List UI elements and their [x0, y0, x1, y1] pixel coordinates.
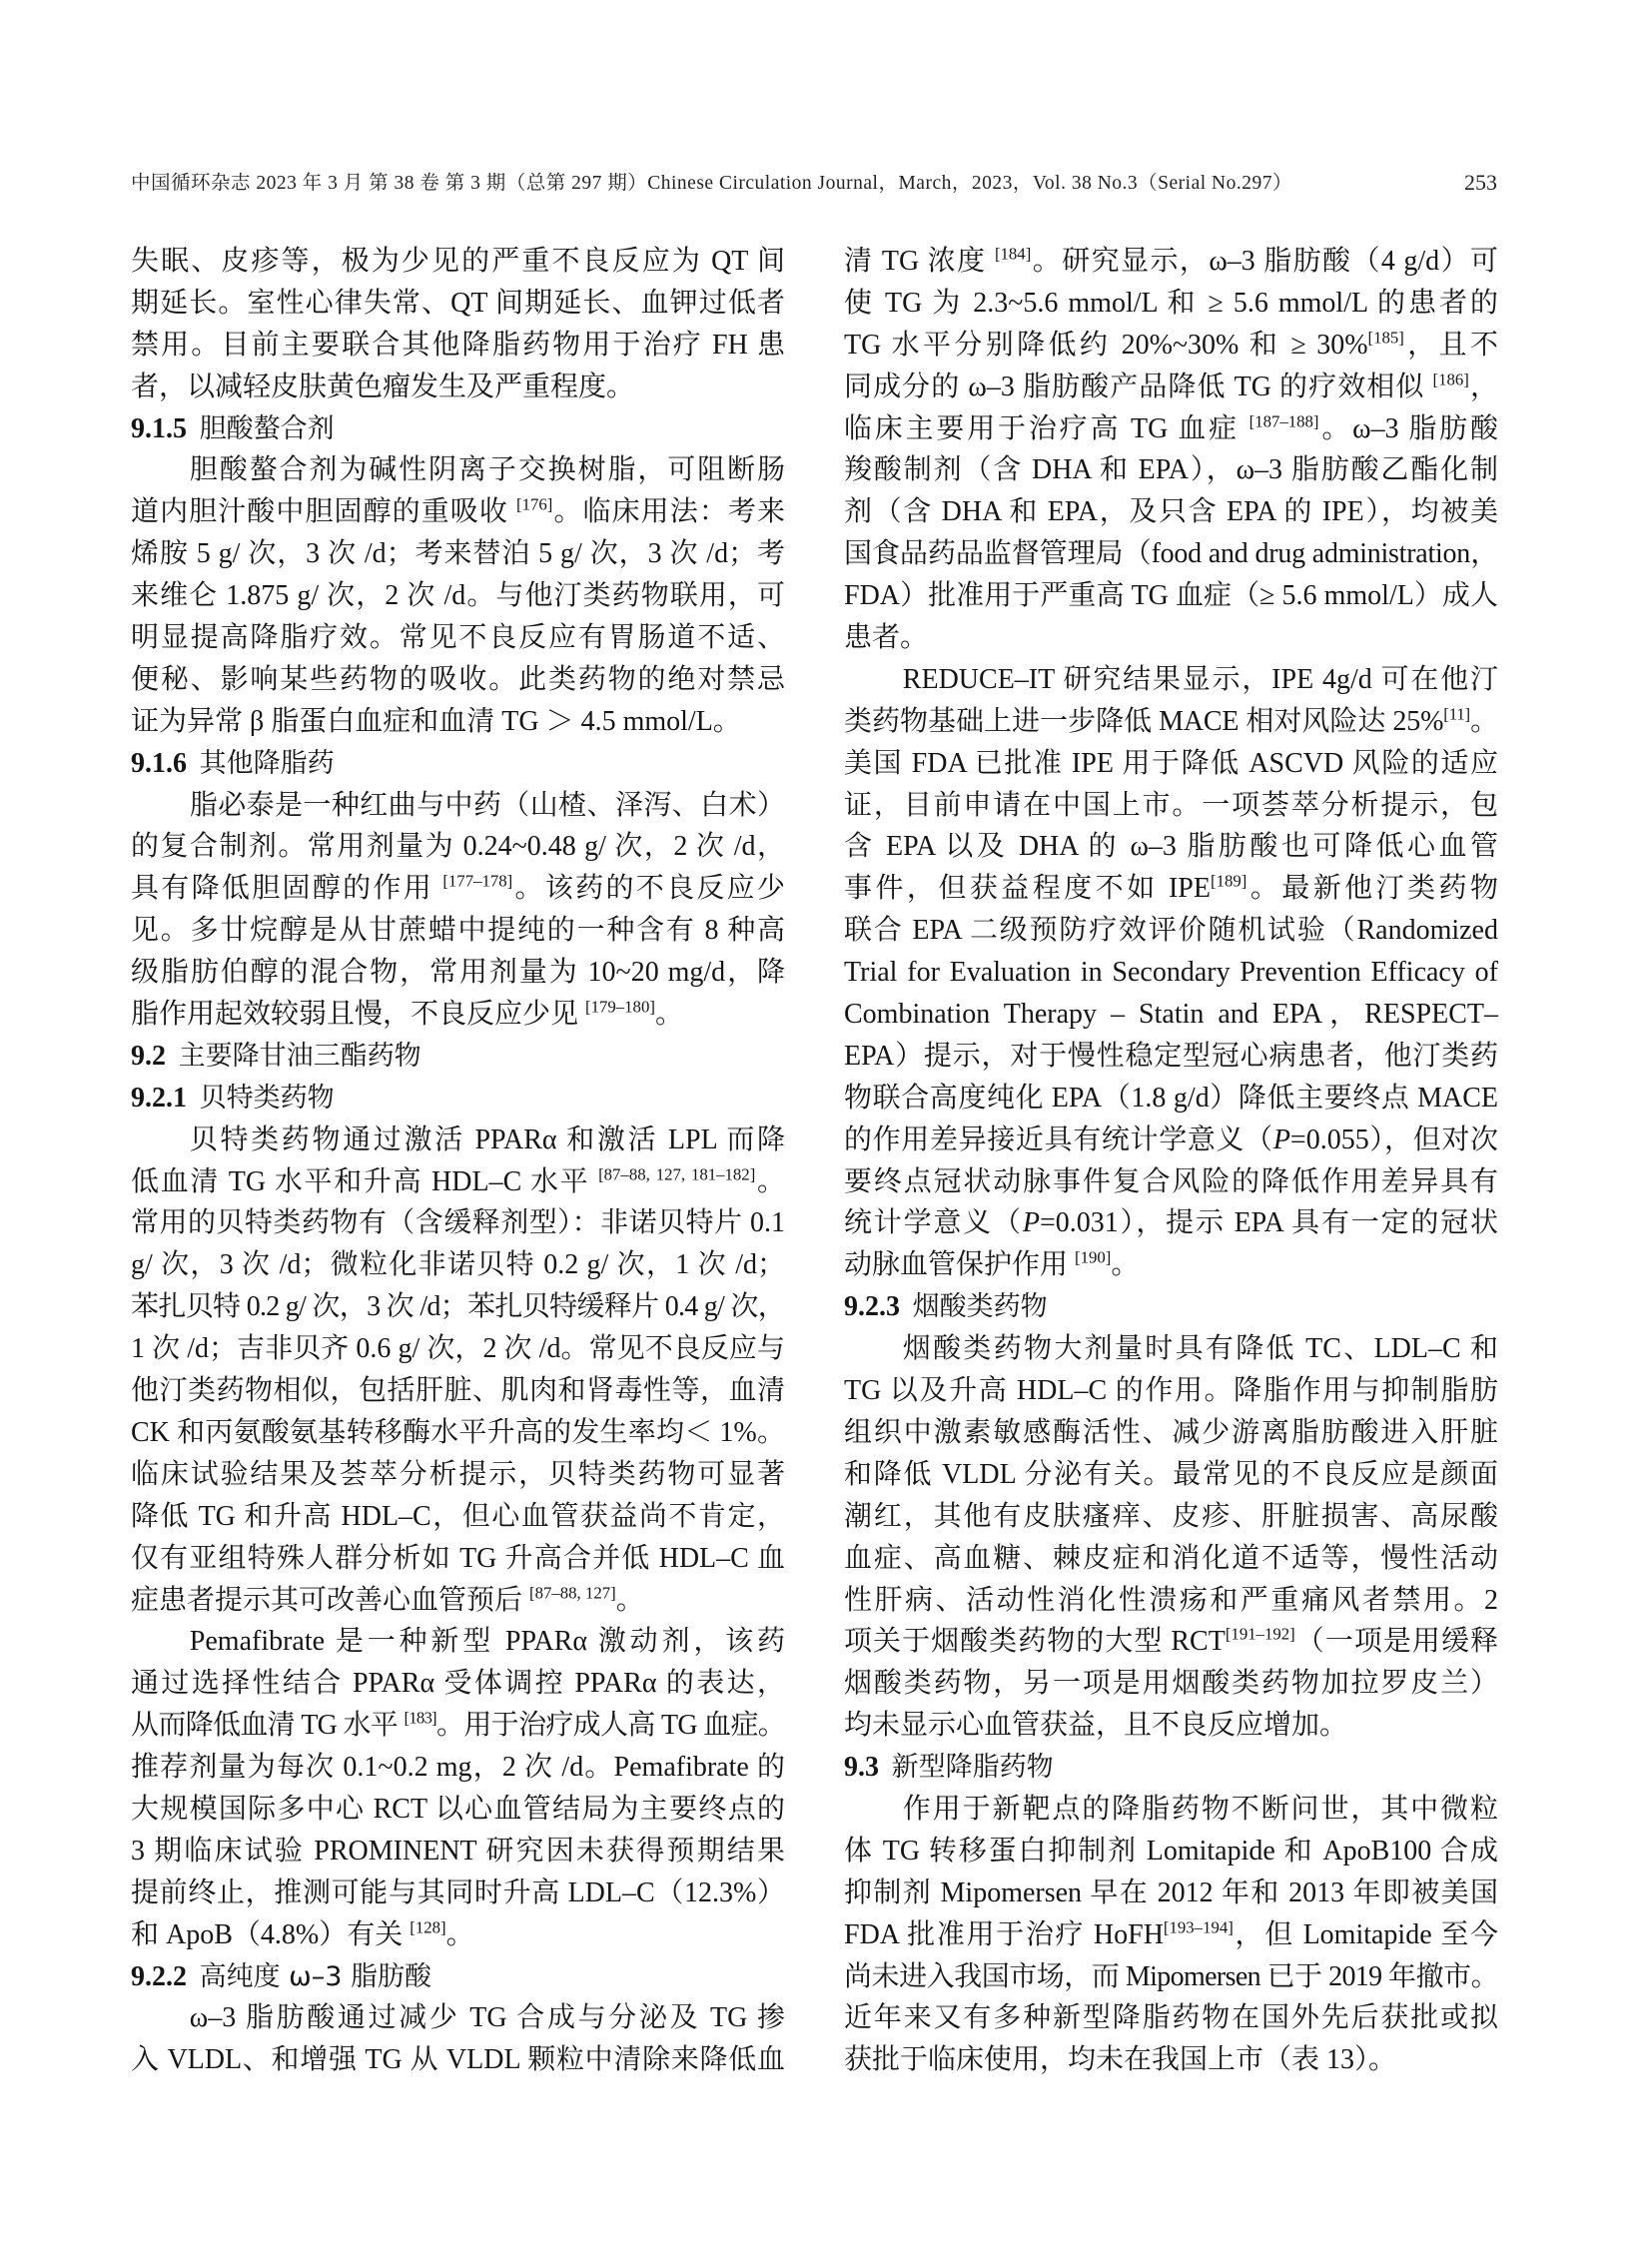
section-title: 高纯度 ω–3 脂肪酸 — [199, 1960, 432, 1992]
text-run: ，但 Lomitapide 至今 — [1233, 1918, 1498, 1950]
text-run: 。该药的不良反应少 — [512, 873, 785, 905]
text-line — [131, 1370, 785, 1412]
paragraph — [844, 1789, 1498, 2081]
text-run: 美国 FDA 已批准 IPE 用于降低 ASCVD 风险的适应 — [844, 747, 1498, 779]
text-line — [844, 367, 1498, 408]
section-heading — [131, 408, 785, 450]
text-run: Combination Therapy – Statin and EPA，RESPECT– — [844, 999, 1498, 1031]
text-run: 尚未进入我国市场，而 Mipomersen 已于 2019 年撤市。 — [844, 1960, 1498, 1992]
text-line — [844, 1873, 1498, 1914]
text-run: 清 TG 浓度 — [844, 246, 995, 277]
text-run: ω–3 脂肪酸通过减少 TG 合成与分泌及 TG 掺 — [189, 2002, 785, 2034]
text-line — [844, 1161, 1498, 1203]
text-run: 。用于治疗成人高 TG 血症。 — [435, 1710, 785, 1742]
citation-superscript: [87–88, 127] — [529, 1583, 616, 1603]
text-line — [844, 701, 1498, 743]
text-line — [131, 449, 785, 491]
text-run: TG 以及升高 HDL–C 的作用。降脂作用与抑制脂肪 — [844, 1375, 1498, 1407]
text-run: 禁用。目前主要联合其他降脂药物用于治疗 FH 患 — [131, 329, 785, 361]
section-title: 新型降脂药物 — [891, 1752, 1054, 1784]
section-number: 9.2 — [131, 1040, 166, 1072]
text-line — [844, 533, 1498, 575]
text-run: 道内胆汁酸中胆固醇的重吸收 — [131, 496, 517, 528]
text-run: 临床主要用于治疗高 TG 血症 — [844, 412, 1249, 444]
text-line — [131, 2039, 785, 2081]
text-run: 烟酸类药物大剂量时具有降低 TC、LDL–C 和 — [902, 1333, 1498, 1365]
text-run: =0.055），但对次 — [1289, 1124, 1498, 1155]
text-run: =0.031），提示 EPA 具有一定的冠状 — [1039, 1207, 1498, 1239]
text-line — [844, 1036, 1498, 1078]
section-heading — [131, 1956, 785, 1998]
text-run: 抑制剂 Mipomersen 早在 2012 年和 2013 年即被美国 — [844, 1876, 1498, 1908]
text-run: FDA 批准用于治疗 HoFH — [844, 1918, 1164, 1950]
text-run: 联合 EPA 二级预防疗效评价随机试验（Randomized — [844, 915, 1498, 947]
text-run: 剂（含 DHA 和 EPA，及只含 EPA 的 IPE），均被美 — [844, 496, 1498, 528]
text-line — [131, 533, 785, 575]
page-number: 253 — [1464, 170, 1497, 195]
text-line — [131, 952, 785, 994]
text-run: 动脉血管保护作用 — [844, 1249, 1076, 1281]
text-run: 通过选择性结合 PPARα 受体调控 PPARα 的表达， — [131, 1668, 785, 1700]
text-run: 患者。 — [844, 622, 929, 654]
text-run: 苯扎贝特 0.2 g/ 次，3 次 /d；苯扎贝特缓释片 0.4 g/ 次， — [131, 1291, 785, 1323]
text-line — [131, 1663, 785, 1705]
citation-superscript: [87–88, 127, 181–182] — [598, 1164, 756, 1184]
text-run: 的复合制剂。常用剂量为 0.24~0.48 g/ 次，2 次 /d， — [131, 831, 785, 863]
text-line — [131, 241, 785, 283]
text-run: 物联合高度纯化 EPA（1.8 g/d）降低主要终点 MACE — [844, 1082, 1498, 1114]
text-run: 使 TG 为 2.3~5.6 mmol/L 和 ≥ 5.6 mmol/L 的患者的 — [844, 287, 1498, 319]
text-run: （一项是用缓释 — [1294, 1626, 1498, 1658]
text-run: 血症、高血糖、棘皮症和消化道不适等，慢性活动 — [844, 1542, 1498, 1574]
text-line — [844, 1078, 1498, 1120]
text-run: 体 TG 转移蛋白抑制剂 Lomitapide 和 ApoB100 合成 — [844, 1835, 1498, 1867]
text-line — [844, 994, 1498, 1036]
text-run: 。 — [755, 1165, 785, 1197]
citation-superscript: [186] — [1432, 370, 1469, 389]
text-line — [844, 1997, 1498, 2039]
citation-superscript: [177–178] — [442, 871, 513, 891]
text-run: 1 次 /d；吉非贝齐 0.6 g/ 次，2 次 /d。常见不良反应与 — [131, 1333, 785, 1365]
text-run: g/ 次，3 次 /d；微粒化非诺贝特 0.2 g/ 次，1 次 /d； — [131, 1249, 785, 1281]
text-run: 性肝病、活动性消化性溃疡和严重痛风者禁用。2 — [844, 1584, 1498, 1616]
text-line — [844, 1663, 1498, 1705]
text-line — [844, 1705, 1498, 1747]
section-number: 9.2.1 — [131, 1082, 187, 1114]
text-line — [844, 1914, 1498, 1956]
text-run: 要终点冠状动脉事件复合风险的降低作用差异具有 — [844, 1165, 1498, 1197]
citation-superscript: [193–194] — [1163, 1917, 1234, 1937]
citation-superscript: [128] — [410, 1917, 446, 1937]
text-line — [131, 994, 785, 1036]
text-line — [844, 1412, 1498, 1454]
text-run: TG 水平分别降低约 20%~30% 和 ≥ 30% — [844, 329, 1368, 361]
text-run: 贝特类药物通过激活 PPARα 和激活 LPL 而降 — [189, 1124, 785, 1155]
text-run: 类药物基础上进一步降低 MACE 相对风险达 25% — [844, 705, 1444, 737]
text-line — [131, 910, 785, 952]
citation-superscript: [190] — [1075, 1247, 1112, 1267]
text-run: 。临床用法：考来 — [552, 496, 785, 528]
text-run: 项关于烟酸类药物的大型 RCT — [844, 1626, 1226, 1658]
section-number: 9.3 — [844, 1752, 879, 1784]
text-run: 的作用差异接近具有统计学意义（ — [844, 1124, 1273, 1155]
text-line — [844, 1956, 1498, 1998]
running-head: 中国循环杂志 2023 年 3 月 第 38 卷 第 3 期（总第 297 期）Chinese Circulation Journal，March，2023，Vol. 38 No.3（Serial No.297） — [131, 173, 1292, 194]
text-line — [844, 826, 1498, 868]
text-run: 大规模国际多中心 RCT 以心血管结局为主要终点的 — [131, 1793, 785, 1825]
text-run: 脂必泰是一种红曲与中药（山楂、泽泻、白术） — [189, 789, 785, 821]
text-run: 。 — [615, 1584, 644, 1616]
italic-symbol: P — [1022, 1207, 1040, 1239]
text-line — [844, 659, 1498, 701]
text-run: 提前终止，推测可能与其同时升高 LDL–C（12.3%） — [131, 1876, 785, 1908]
citation-superscript: [179–180] — [585, 997, 655, 1017]
text-line — [131, 1914, 785, 1956]
text-line — [131, 1454, 785, 1496]
text-run: 组织中激素敏感酶活性、减少游离脂肪酸进入肝脏 — [844, 1416, 1498, 1448]
text-run: 作用于新靶点的降脂药物不断问世，其中微粒 — [902, 1793, 1498, 1825]
text-run: 便秘、影响某些药物的吸收。此类药物的绝对禁忌 — [131, 663, 785, 695]
text-line — [131, 1161, 785, 1203]
right-column — [844, 241, 1498, 2081]
text-run: 潮红，其他有皮肤瘙痒、皮疹、肝脏损害、高尿酸 — [844, 1500, 1498, 1532]
text-line — [131, 1286, 785, 1328]
text-run: 国食品药品监督管理局（food and drug administration， — [844, 538, 1498, 570]
text-line — [131, 1621, 785, 1663]
text-line — [131, 1789, 785, 1831]
text-run: REDUCE–IT 研究结果显示，IPE 4g/d 可在他汀 — [902, 663, 1498, 695]
section-heading — [844, 1286, 1498, 1328]
text-line — [131, 785, 785, 827]
text-line — [844, 325, 1498, 367]
text-line — [131, 491, 785, 533]
text-run: 证为异常 β 脂蛋白血症和血清 TG ＞ 4.5 mmol/L。 — [131, 705, 741, 737]
text-run: 3 期临床试验 PROMINENT 研究因未获得预期结果 — [131, 1835, 785, 1867]
text-line — [131, 1580, 785, 1622]
section-heading — [131, 743, 785, 785]
text-line — [844, 241, 1498, 283]
text-line — [844, 1244, 1498, 1286]
section-heading — [844, 1747, 1498, 1789]
text-line — [131, 1244, 785, 1286]
text-line — [844, 283, 1498, 325]
left-column — [131, 241, 785, 2081]
text-line — [131, 1120, 785, 1161]
text-line — [844, 785, 1498, 827]
citation-superscript: [183] — [404, 1708, 436, 1728]
text-line — [131, 868, 785, 910]
text-line — [131, 701, 785, 743]
text-line — [131, 659, 785, 701]
text-line — [844, 1202, 1498, 1244]
text-run: 同成分的 ω–3 脂肪酸产品降低 TG 的疗效相似 — [844, 371, 1433, 402]
text-run: 近年来又有多种新型降脂药物在国外先后获批或拟 — [844, 2002, 1498, 2034]
paragraph — [131, 1621, 785, 1955]
text-run: FDA）批准用于严重高 TG 血症（≥ 5.6 mmol/L）成人 — [844, 580, 1498, 612]
text-run: 推荐剂量为每次 0.1~0.2 mg，2 次 /d。Pemafibrate 的 — [131, 1752, 785, 1784]
text-line — [844, 449, 1498, 491]
paragraph — [131, 785, 785, 1036]
text-run: 和降低 VLDL 分泌有关。最常见的不良反应是颜面 — [844, 1458, 1498, 1490]
citation-superscript: [191–192] — [1225, 1624, 1295, 1644]
text-run: 期延长。室性心律失常、QT 间期延长、血钾过低者 — [131, 287, 785, 319]
text-line — [844, 575, 1498, 617]
text-run: 常用的贝特类药物有（含缓释剂型）：非诺贝特片 0.1 — [131, 1207, 785, 1239]
text-line — [131, 367, 785, 408]
text-run: 明显提高降脂疗效。常见不良反应有胃肠道不适、 — [131, 622, 785, 654]
text-run: 来维仑 1.875 g/ 次，2 次 /d。与他汀类药物联用，可 — [131, 580, 785, 612]
text-line — [844, 1120, 1498, 1161]
text-run: 。 — [1111, 1249, 1140, 1281]
text-line — [844, 868, 1498, 910]
text-run: 证，目前申请在中国上市。一项荟萃分析提示，包 — [844, 789, 1498, 821]
italic-symbol: P — [1272, 1124, 1290, 1155]
text-run: 具有降低胆固醇的作用 — [131, 873, 443, 905]
text-run: 统计学意义（ — [844, 1207, 1023, 1239]
text-line — [844, 1580, 1498, 1622]
text-run: 仅有亚组特殊人群分析如 TG 升高合并低 HDL–C 血 — [131, 1542, 785, 1574]
text-run: 症患者提示其可改善心血管预后 — [131, 1584, 530, 1616]
citation-superscript: [11] — [1443, 704, 1470, 724]
text-run: 。 — [654, 999, 683, 1031]
citation-superscript: [187–188] — [1248, 411, 1319, 431]
section-title: 主要降甘油三酯药物 — [178, 1040, 421, 1072]
text-line — [131, 1873, 785, 1914]
text-run: 。ω–3 脂肪酸 — [1318, 412, 1498, 444]
text-line — [131, 826, 785, 868]
text-run: 。最新他汀类药物 — [1246, 873, 1498, 905]
text-run: 。研究显示，ω–3 脂肪酸（4 g/d）可 — [1031, 246, 1499, 277]
text-line — [131, 1831, 785, 1873]
text-run: 他汀类药物相似，包括肝脏、肌肉和肾毒性等，血清 — [131, 1375, 785, 1407]
section-title: 贝特类药物 — [199, 1082, 335, 1114]
text-run: 羧酸制剂（含 DHA 和 EPA），ω–3 脂肪酸乙酯化制 — [844, 454, 1498, 486]
text-run: 含 EPA 以及 DHA 的 ω–3 脂肪酸也可降低心血管 — [844, 831, 1498, 863]
text-run: 降低 TG 和升高 HDL–C，但心血管获益尚不肯定， — [131, 1500, 785, 1532]
text-run: 从而降低血清 TG 水平 — [131, 1710, 405, 1742]
text-line — [844, 1370, 1498, 1412]
text-run: 低血清 TG 水平和升高 HDL–C 水平 — [131, 1165, 599, 1197]
text-line — [131, 1202, 785, 1244]
text-run: 临床试验结果及荟萃分析提示，贝特类药物可显著 — [131, 1458, 785, 1490]
text-line — [844, 617, 1498, 659]
text-line — [131, 1412, 785, 1454]
text-run: 者，以减轻皮肤黄色瘤发生及严重程度。 — [131, 371, 635, 402]
text-run: 获批于临床使用，均未在我国上市（表 13）。 — [844, 2044, 1397, 2076]
text-run: Trial for Evaluation in Secondary Prevention Efficacy of — [844, 957, 1498, 989]
paragraph — [844, 241, 1498, 659]
paragraph — [844, 1328, 1498, 1747]
text-line — [844, 2039, 1498, 2081]
section-number: 9.2.3 — [844, 1291, 900, 1323]
section-title: 其他降脂药 — [199, 747, 335, 779]
text-line — [844, 743, 1498, 785]
text-line — [131, 1705, 785, 1747]
text-run: 烟酸类药物，另一项是用烟酸类药物加拉罗皮兰） — [844, 1668, 1498, 1700]
text-run: EPA）提示，对于慢性稳定型冠心病患者，他汀类药 — [844, 1040, 1498, 1072]
section-heading — [131, 1036, 785, 1078]
citation-superscript: [185] — [1367, 328, 1404, 348]
text-line — [844, 1538, 1498, 1580]
section-number: 9.2.2 — [131, 1960, 187, 1992]
text-line — [844, 910, 1498, 952]
text-line — [131, 1538, 785, 1580]
text-run: 。 — [445, 1918, 474, 1950]
text-run: 脂作用起效较弱且慢，不良反应少见 — [131, 999, 586, 1031]
text-line — [844, 952, 1498, 994]
text-line — [844, 408, 1498, 450]
text-line — [131, 1997, 785, 2039]
paragraph — [131, 241, 785, 408]
text-line — [131, 283, 785, 325]
text-run: Pemafibrate 是一种新型 PPARα 激动剂，该药 — [189, 1626, 785, 1658]
text-line — [131, 1747, 785, 1789]
text-run: CK 和丙氨酸氨基转移酶水平升高的发生率均＜ 1%。 — [131, 1416, 785, 1448]
text-run: 均未显示心血管获益，且不良反应增加。 — [844, 1710, 1348, 1742]
text-line — [131, 617, 785, 659]
section-number: 9.1.6 — [131, 747, 187, 779]
text-run: 入 VLDL、和增强 TG 从 VLDL 颗粒中清除来降低血 — [131, 2044, 785, 2076]
text-run: 级脂肪伯醇的混合物，常用剂量为 10~20 mg/d，降 — [131, 957, 785, 989]
section-number: 9.1.5 — [131, 412, 187, 444]
text-run: 见。多廿烷醇是从甘蔗蜡中提纯的一种含有 8 种高 — [131, 915, 785, 947]
section-title: 烟酸类药物 — [912, 1291, 1048, 1323]
text-line — [844, 1789, 1498, 1831]
paragraph — [131, 449, 785, 742]
text-run: 和 ApoB（4.8%）有关 — [131, 1918, 411, 1950]
text-line — [844, 491, 1498, 533]
paragraph — [131, 1120, 785, 1622]
text-run: 。 — [1469, 705, 1498, 737]
text-line — [131, 1328, 785, 1370]
section-title: 胆酸螯合剂 — [199, 412, 335, 444]
text-run: 胆酸螯合剂为碱性阴离子交换树脂，可阻断肠 — [189, 454, 785, 486]
text-run: 失眠、皮疹等，极为少见的严重不良反应为 QT 间 — [131, 246, 785, 277]
text-run: ， — [1468, 371, 1498, 402]
text-line — [131, 575, 785, 617]
text-line — [844, 1328, 1498, 1370]
citation-superscript: [189] — [1211, 871, 1247, 891]
citation-superscript: [184] — [994, 244, 1032, 264]
text-line — [844, 1621, 1498, 1663]
text-line — [844, 1831, 1498, 1873]
text-line — [844, 1454, 1498, 1496]
text-line — [131, 325, 785, 367]
text-line — [131, 1496, 785, 1538]
text-run: 烯胺 5 g/ 次，3 次 /d；考来替泊 5 g/ 次，3 次 /d；考 — [131, 538, 785, 570]
citation-superscript: [176] — [516, 494, 553, 514]
text-run: ，且不 — [1403, 329, 1498, 361]
paragraph — [131, 1997, 785, 2081]
paragraph — [844, 659, 1498, 1286]
section-heading — [131, 1078, 785, 1120]
text-run: 事件，但获益程度不如 IPE — [844, 873, 1211, 905]
text-line — [844, 1496, 1498, 1538]
